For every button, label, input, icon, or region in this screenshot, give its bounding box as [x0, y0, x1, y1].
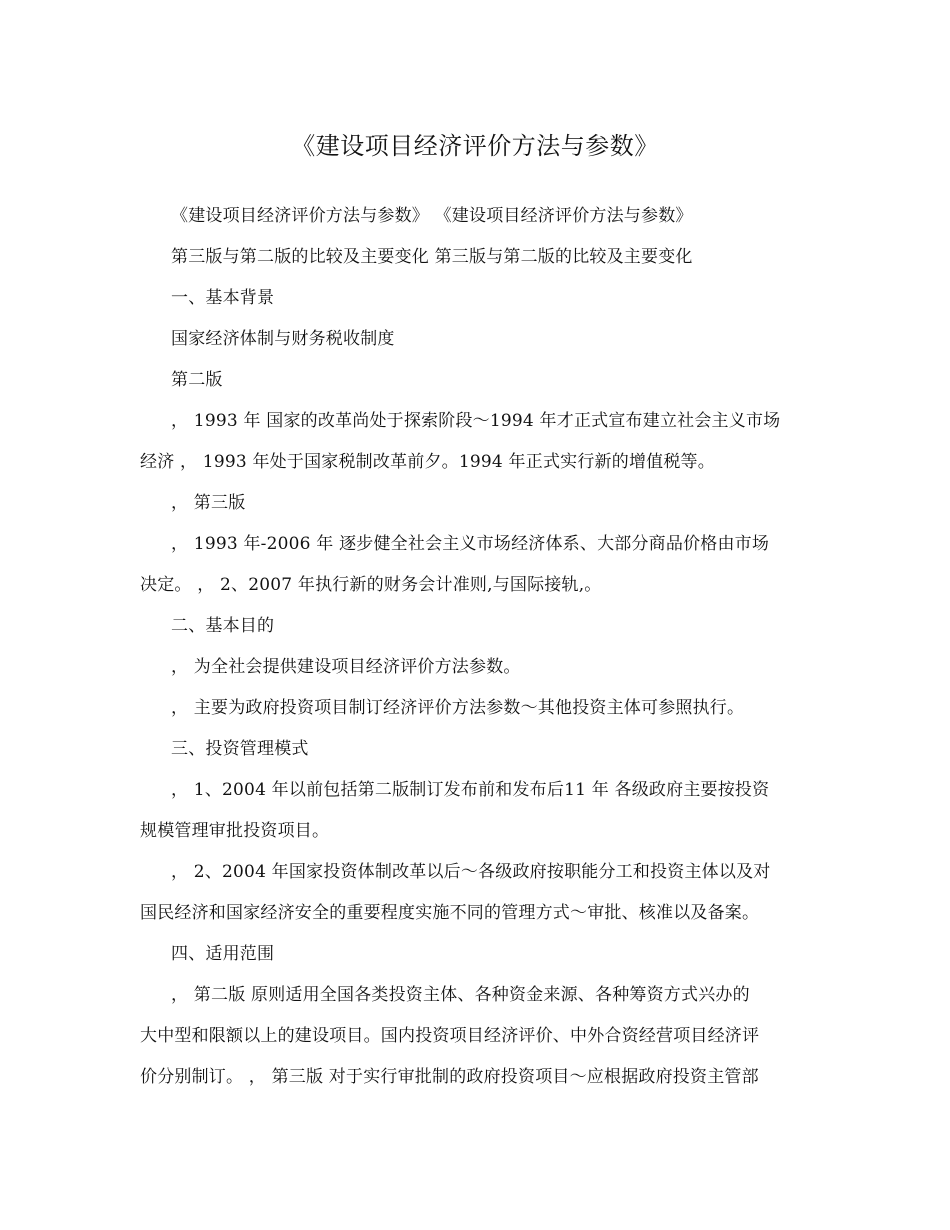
- text-line: ， 1993 年-2006 年 逐步健全社会主义市场经济体系、大部分商品价格由市场: [171, 534, 770, 554]
- text-line: ， 1、2004 年以前包括第二版制订发布前和发布后11 年 各级政府主要按投资: [171, 780, 770, 800]
- document-body: [140, 196, 818, 1098]
- text-line: 国家经济体制与财务税收制度: [171, 329, 395, 349]
- text-line: 第二版: [171, 370, 223, 390]
- text-line: 经济 ， 1993 年处于国家税制改革前夕。1994 年正式实行新的增值税等。: [140, 452, 715, 472]
- text-line: 国民经济和国家经济安全的重要程度实施不同的管理方式～审批、核准以及备案。: [140, 903, 760, 923]
- text-line: 第三版与第二版的比较及主要变化 第三版与第二版的比较及主要变化: [171, 247, 693, 267]
- text-line: 二、基本目的: [171, 616, 275, 636]
- text-line: 规模管理审批投资项目。: [140, 821, 330, 841]
- text-line: ， 第三版: [171, 493, 246, 513]
- text-line: 一、基本背景: [171, 288, 275, 308]
- text-line: 三、投资管理模式: [171, 739, 309, 759]
- text-line: 决定。 ， 2、2007 年执行新的财务会计准则,与国际接轨,。: [140, 575, 602, 595]
- text-line: ， 为全社会提供建设项目经济评价方法参数。: [171, 657, 521, 677]
- text-line: 四、适用范围: [171, 944, 275, 964]
- document-title: 《建设项目经济评价方法与参数》: [291, 132, 659, 160]
- text-line: 《建设项目经济评价方法与参数》 《建设项目经济评价方法与参数》: [171, 206, 693, 226]
- text-line: 大中型和限额以上的建设项目。国内投资项目经济评价、中外合资经营项目经济评: [140, 1026, 760, 1046]
- text-line: ， 2、2004 年国家投资体制改革以后～各级政府按职能分工和投资主体以及对: [171, 862, 771, 882]
- text-line: ， 第二版 原则适用全国各类投资主体、各种资金来源、各种筹资方式兴办的: [171, 985, 750, 1005]
- text-line: ， 主要为政府投资项目制订经济评价方法参数～其他投资主体可参照执行。: [171, 698, 745, 718]
- text-line: 价分别制订。 ， 第三版 对于实行审批制的政府投资项目～应根据政府投资主管部: [140, 1067, 759, 1087]
- text-line: ， 1993 年 国家的改革尚处于探索阶段～1994 年才正式宣布建立社会主义市场: [171, 411, 781, 431]
